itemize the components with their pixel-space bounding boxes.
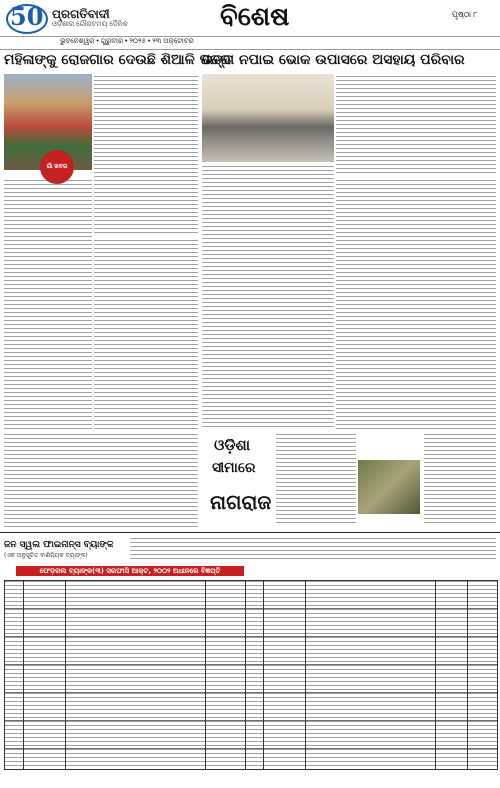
newspaper-tagline: ଓଡ଼ିଶାର ଗୌରବମୟ ଦୈନିକ <box>52 21 128 28</box>
article-body-right-top <box>336 76 496 176</box>
section-title: ବିଶେଷ <box>220 2 290 32</box>
table-col-divider <box>23 581 24 769</box>
ad-intro-text <box>130 538 496 562</box>
notice-table-rows <box>5 581 497 769</box>
odisha-title-line2: ସୀମାରେ <box>212 460 256 476</box>
article-body-left-top <box>94 76 198 236</box>
ad-bank-subtitle: (ଏକ ଅନୁସୂଚିତ ବାଣିଜ୍ୟିକ ବ୍ୟାଙ୍କ) <box>4 552 88 559</box>
table-col-divider <box>245 581 246 769</box>
article-body-left-col <box>4 180 92 430</box>
section-divider <box>0 532 500 533</box>
anniversary-logo: 50 <box>10 2 44 31</box>
page-footer <box>0 772 500 788</box>
table-col-divider <box>205 581 206 769</box>
left-headline: ମହିଳାଙ୍କୁ ରୋଜଗାର ଦେଉଛି ଶିଆଳି ପତ୍ର <box>4 52 231 68</box>
article-body-right-col <box>336 180 496 430</box>
table-col-divider <box>305 581 306 769</box>
odisha-title-line3: ନାଗରାଜ <box>210 490 272 514</box>
table-col-divider <box>65 581 66 769</box>
page-number: ପୃଷ୍ଠା ୮ <box>452 10 478 19</box>
table-col-divider <box>435 581 436 769</box>
article-body-bottom-left <box>4 434 198 530</box>
table-col-divider <box>467 581 468 769</box>
ad-bank-name: ଜନ ସ୍ୱଲ ଫାଇନାନ୍ସ ବ୍ୟାଙ୍କ <box>4 540 114 550</box>
newspaper-name: ପ୍ରଗତିବାଦୀ <box>52 7 110 21</box>
article-body-left-col2 <box>94 240 198 430</box>
family-press-photo <box>202 74 334 162</box>
snake-photo <box>358 460 420 514</box>
odisha-title-line1: ଓଡ଼ିଶା <box>214 436 251 454</box>
table-col-divider <box>263 581 264 769</box>
story-badge: ଗାଁ ଖବର <box>40 150 74 184</box>
dateline <box>0 36 500 50</box>
right-headline: ଭତ୍ତା ନପାଇ ଭୋକ ଉପାସରେ ଅସହାୟ ପରିବାର <box>202 52 465 68</box>
dateline-text: ଭୁବନେଶ୍ୱର • ଗୁରୁବାର • ୨୦୨୫ • ୨୩ ଅକ୍ଟୋବର <box>60 38 194 45</box>
article-body-odisha-right <box>424 434 496 526</box>
article-body-odisha <box>276 434 356 526</box>
article-body-mid-col <box>202 166 334 430</box>
notice-table <box>4 580 498 770</box>
masthead <box>0 0 500 36</box>
ad-banner: ଫେଡ଼ରଲ ବ୍ୟାଙ୍କ(୩) ସରଫାସି ଆକ୍ଟ, ୨୦୦୨ ଅଧୀନରେ ବିଜ୍ଞପ୍ତି <box>16 566 244 576</box>
